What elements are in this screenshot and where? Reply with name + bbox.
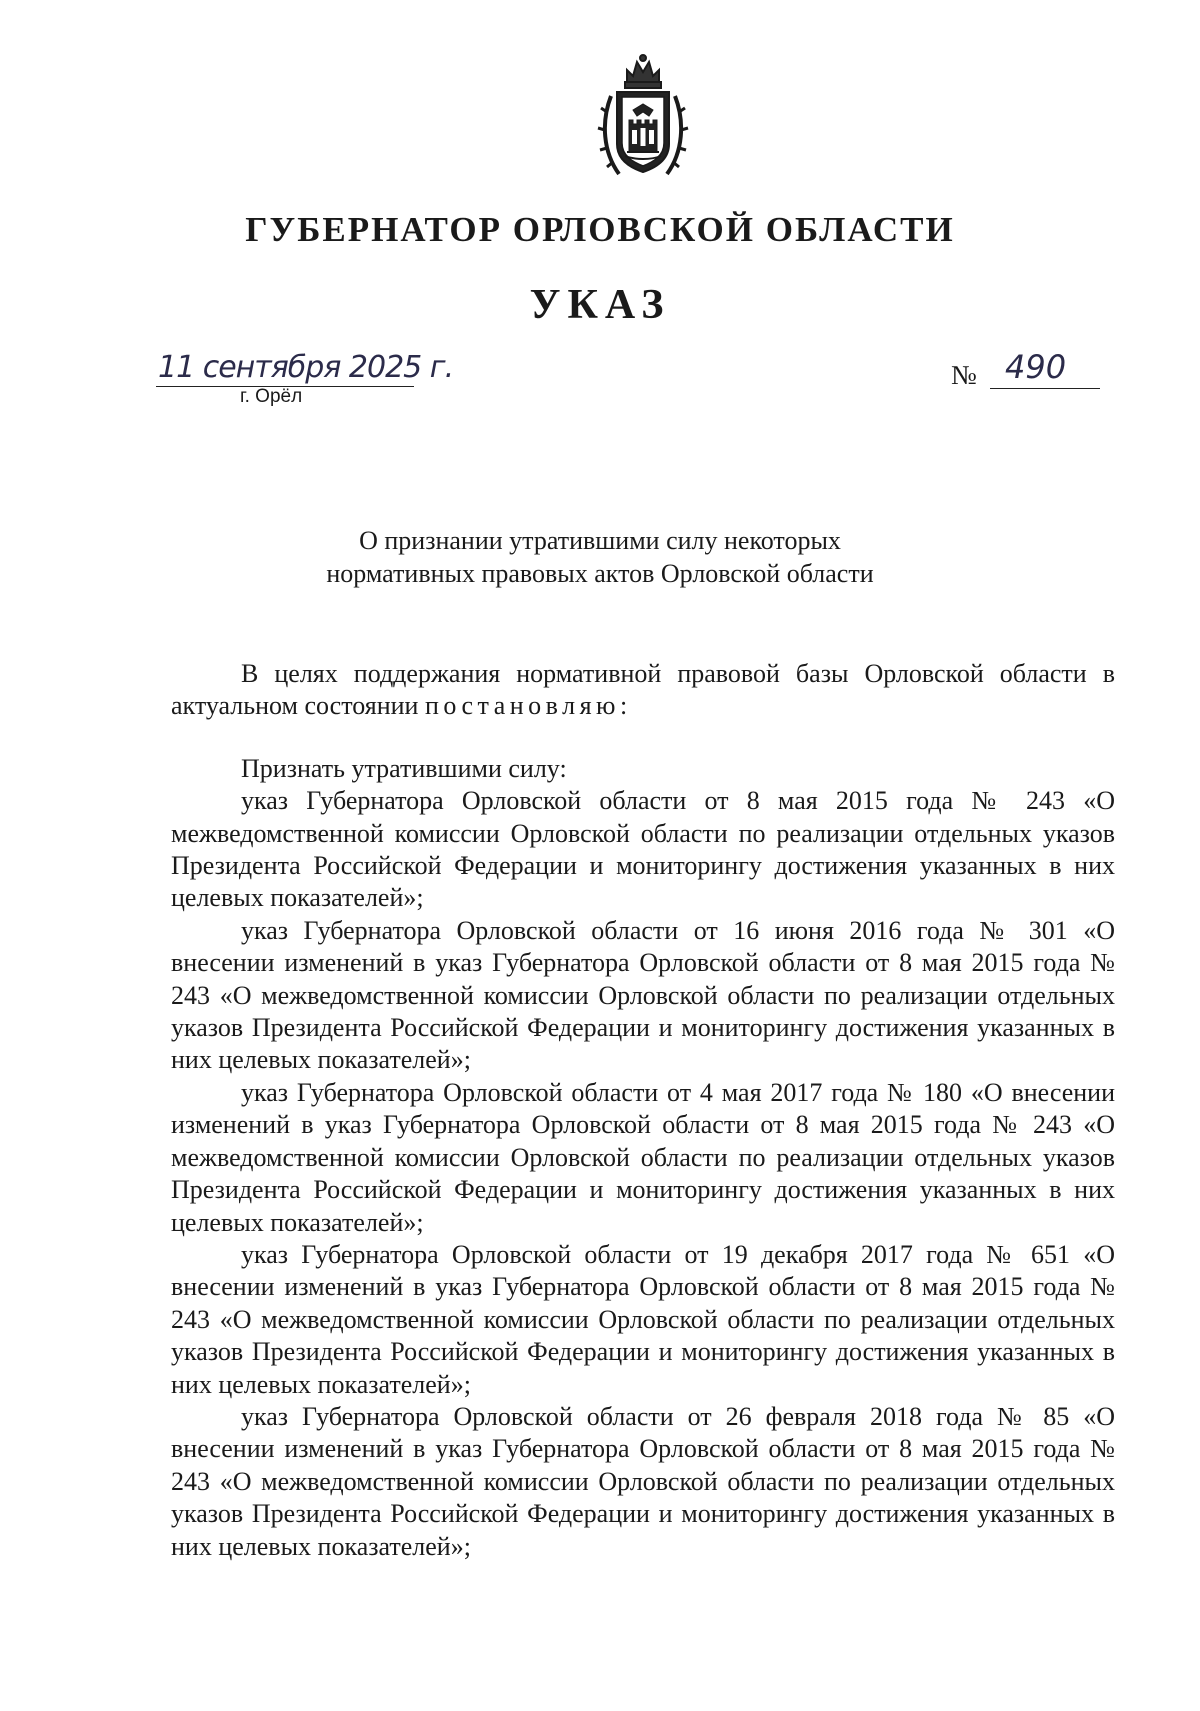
issuing-authority: ГУБЕРНАТОР ОРЛОВСКОЙ ОБЛАСТИ [245, 210, 955, 249]
repeal-heading: Признать утратившими силу: [241, 753, 567, 783]
number-sign: № [951, 360, 977, 390]
number-underline [990, 388, 1100, 389]
repealed-act-item: указ Губернатора Орловской области от 16 июня 2016 года № 301 «О внесении изменений в указ Губернатора Орловской области от 8 мая 2015 года № 243 «О межведомственной комиссии Орловской области по реализации отдельных указов Президента Российской Федерации и мониторингу достижения указанных в них целевых показателей»; [171, 915, 1115, 1075]
subject-line-1: О признании утратившими силу некоторых [359, 526, 841, 555]
city-label: г. Орёл [240, 386, 303, 407]
decree-word: постановляю: [424, 691, 632, 721]
decree-subject [0, 524, 1200, 590]
repealed-act-item: указ Губернатора Орловской области от 4 мая 2017 года № 180 «О внесении изменений в указ Губернатора Орловской области от 8 мая 2015 года № 243 «О межведомственной комиссии Орловской области по реализации отдельных указов Президента Российской Федерации и мониторингу достижения указанных в них целевых показателей»; [171, 1077, 1115, 1237]
preamble-text: В целях поддержания нормативной правовой базы Орловской области в актуальном состоянии [171, 659, 1115, 721]
repealed-act-item: указ Губернатора Орловской области от 26 февраля 2018 года № 85 «О внесении изменений в указ Губернатора Орловской области от 8 мая 2015 года № 243 «О межведомственной комиссии Орловской области по реализации отдельных указов Президента Российской Федерации и мониторингу достижения указанных в них целевых показателей»; [171, 1401, 1115, 1561]
handwritten-decree-number: 490 [1005, 348, 1067, 386]
repealed-act-item: указ Губернатора Орловской области от 19 декабря 2017 года № 651 «О внесении изменений в указ Губернатора Орловской области от 8 мая 2015 года № 243 «О межведомственной комиссии Орловской области по реализации отдельных указов Президента Российской Федерации и мониторингу достижения указанных в них целевых показателей»; [171, 1239, 1115, 1399]
repealed-act-item: указ Губернатора Орловской области от 8 мая 2015 года № 243 «О межведомственной комиссии Орловской области по реализации отдельных указов Президента Российской Федерации и мониторингу достижения указанных в них целевых показателей»; [171, 786, 1115, 913]
document-type-title: УКАЗ [529, 282, 671, 328]
subject-line-2: нормативных правовых актов Орловской области [326, 559, 874, 588]
handwritten-date: 11 сентября 2025 г. [158, 350, 454, 385]
coat-of-arms-icon [597, 52, 689, 182]
preamble-paragraph [171, 658, 1115, 723]
decree-body [171, 658, 1115, 1563]
